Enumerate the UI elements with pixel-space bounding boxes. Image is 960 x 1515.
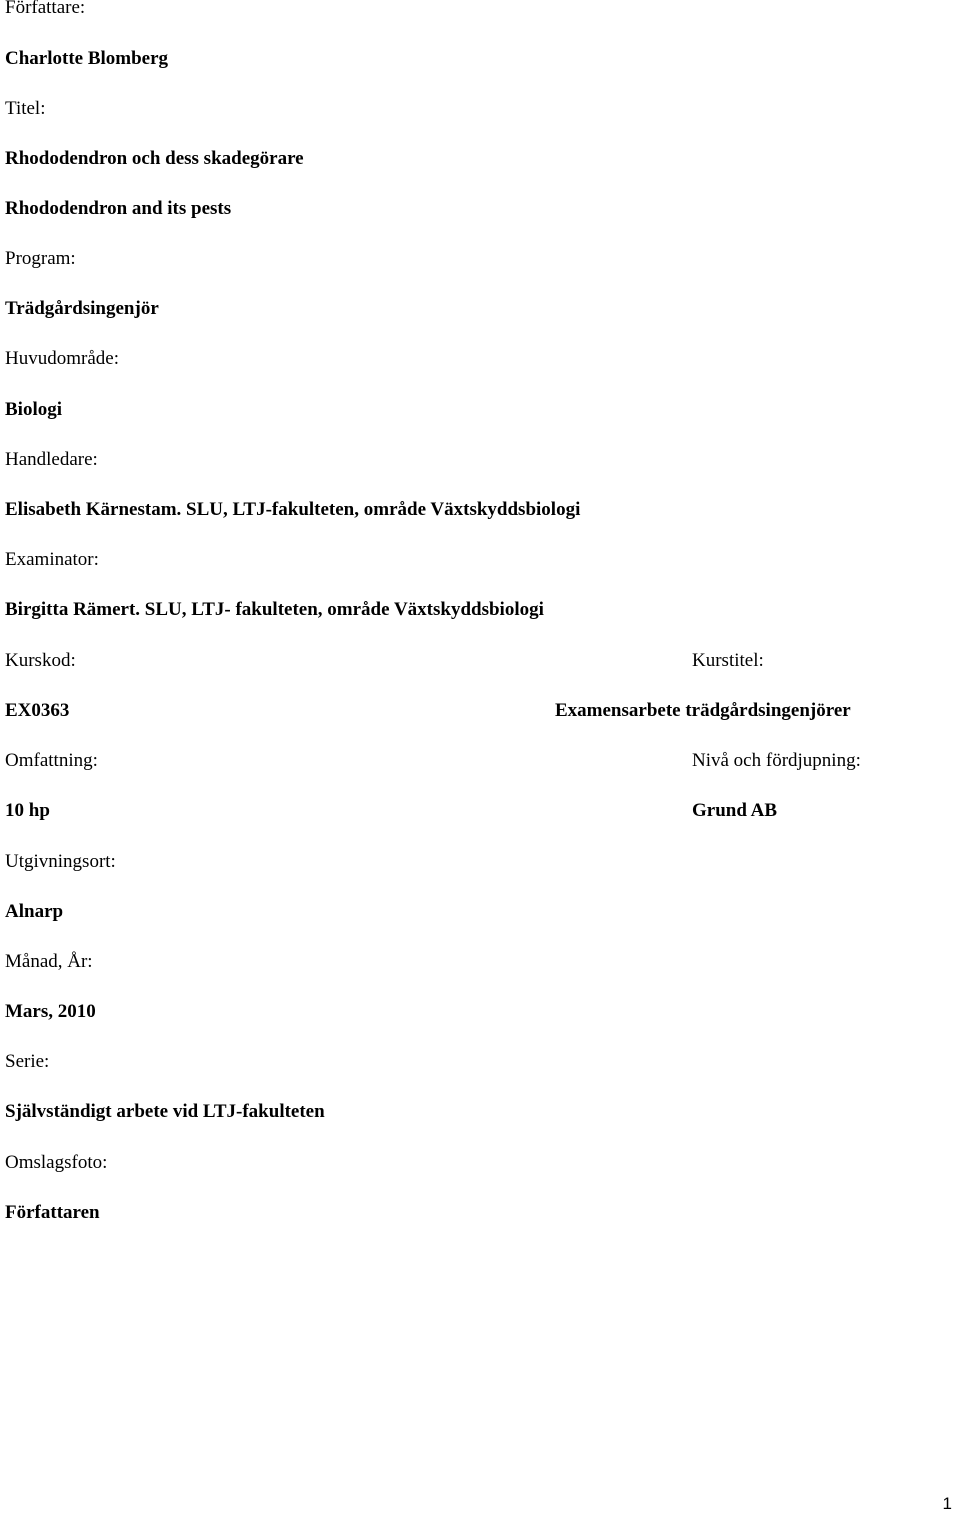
place-label: Utgivningsort:	[5, 851, 116, 872]
main-area-label: Huvudområde:	[5, 348, 119, 369]
cover-photo-label: Omslagsfoto:	[5, 1152, 108, 1173]
title-value-english: Rhododendron and its pests	[5, 198, 232, 219]
program-label: Program:	[5, 248, 76, 269]
program-value: Trädgårdsingenjör	[5, 298, 159, 319]
series-label: Serie:	[5, 1051, 50, 1072]
date-value: Mars, 2010	[5, 1001, 96, 1022]
course-title-label: Kurstitel:	[692, 650, 764, 671]
examiner-label: Examinator:	[5, 549, 99, 570]
author-label: Författare:	[5, 0, 86, 18]
cover-photo-value: Författaren	[5, 1202, 100, 1223]
title-value-swedish: Rhododendron och dess skadegörare	[5, 148, 304, 169]
supervisor-label: Handledare:	[5, 449, 98, 470]
page-number: 1	[942, 1494, 952, 1513]
level-value: Grund AB	[692, 800, 778, 821]
supervisor-value: Elisabeth Kärnestam. SLU, LTJ-fakulteten, område Växtskyddsbiologi	[5, 499, 581, 520]
place-value: Alnarp	[5, 901, 64, 922]
course-code-value: EX0363	[5, 700, 70, 721]
level-label: Nivå och fördjupning:	[692, 750, 861, 771]
author-value: Charlotte Blomberg	[5, 48, 169, 69]
main-area-value: Biologi	[5, 399, 63, 420]
series-value: Självständigt arbete vid LTJ-fakulteten	[5, 1101, 325, 1122]
course-code-label: Kurskod:	[5, 650, 76, 671]
scope-label: Omfattning:	[5, 750, 98, 771]
course-title-value: Examensarbete trädgårdsingenjörer	[555, 700, 851, 721]
title-label: Titel:	[5, 98, 46, 119]
examiner-value: Birgitta Rämert. SLU, LTJ- fakulteten, område Växtskyddsbiologi	[5, 599, 544, 620]
scope-value: 10 hp	[5, 800, 50, 821]
date-label: Månad, År:	[5, 951, 93, 972]
